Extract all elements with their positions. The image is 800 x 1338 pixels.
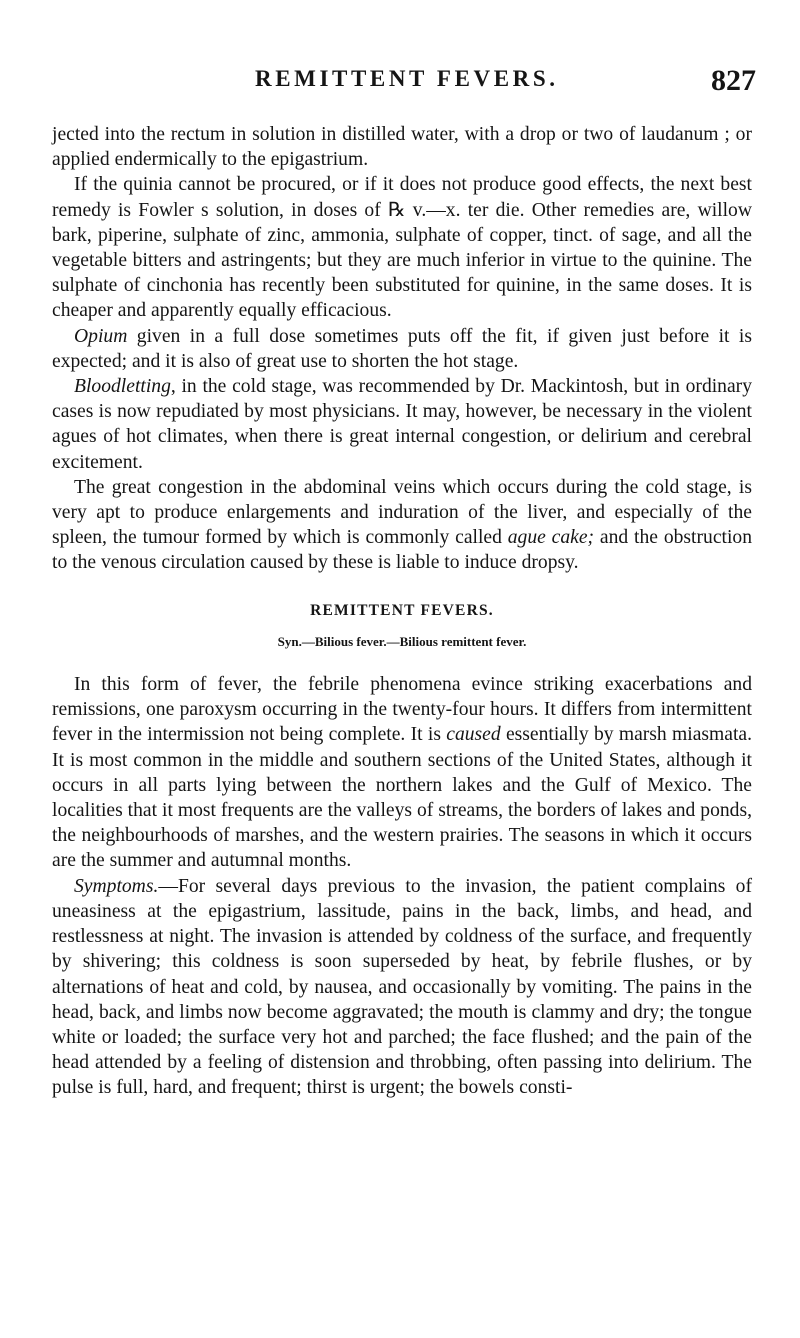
paragraph-bloodletting <box>52 374 752 475</box>
paragraph-fowler-solution: If the quinia cannot be procured, or if it does not produce good effects, the next best remedy is Fowler s solution, in doses of ℞ v.—x. ter die. Other remedies are, willow bark, piperine, sulphate of zinc, ammonia, sulphate of copper, tinct. of sage, and all the vegetable bitters and astringents; but they are much inferior in virtue to the quinine. The sulphate of cinchonia has recently been substituted for quinine, in the same doses. It is cheaper and apparently equally efficacious. <box>52 174 752 322</box>
body-text <box>52 122 752 1101</box>
paragraph-remittent-intro <box>52 672 752 874</box>
term-ague-cake: ague cake; <box>507 527 595 549</box>
term-caused: caused <box>446 724 501 746</box>
paragraph-symptoms <box>52 874 752 1101</box>
paragraph-opium-text: given in a full dose sometimes puts off the fit, if given just before it is expected; and it is also of great use to shorten the hot stage. <box>52 325 752 372</box>
term-opium: Opium <box>74 325 128 347</box>
paragraph-congestion-text-b: and the obstruction to the venous circulation caused by these is liable to induce dropsy. <box>52 527 752 574</box>
paragraph-congestion-text-a: The great congestion in the abdominal veins which occurs during the cold stage, is very apt to produce enlargements and induration of the liver, and especially of the spleen, the tumour formed by which is commonly called <box>52 476 752 549</box>
paragraph-opium <box>52 324 752 374</box>
page-header <box>0 66 800 100</box>
section-synonym: Syn.—Bilious fever.—Bilious remittent fever. <box>277 633 527 649</box>
paragraph-bloodletting-text: , in the cold stage, was recommended by Dr. Mackintosh, but in ordinary cases is now repudiated by most physicians. It may, however, be necessary in the violent agues of hot climates, when there is great internal congestion, or delirium and cerebral excitement. <box>52 376 752 473</box>
term-symptoms: Symptoms. <box>74 875 159 897</box>
paragraph-congestion <box>52 475 752 576</box>
page-number: 827 <box>711 64 756 97</box>
paragraph-remittent-text-b: essentially by marsh miasmata. It is most common in the middle and southern sections of the United States, although it occurs in all parts lying between the northern lakes and the Gulf of Mexico. The localities that it most frequents are the valleys of streams, the borders of lakes and ponds, the neighbourhoods of marshes, and the western prairies. The seasons in which it occurs are the summer and autumnal months. <box>52 724 753 872</box>
paragraph-continuation: jected into the rectum in solution in distilled water, with a drop or two of laudanum ; or applied endermically to the epigastrium. <box>52 124 752 171</box>
section-title: REMITTENT FEVERS. <box>310 601 494 619</box>
term-bloodletting: Bloodletting <box>74 376 171 398</box>
paragraph-symptoms-text: —For several days previous to the invasion, the patient complains of uneasiness at the epigastrium, lassitude, pains in the back, limbs, and head, and restlessness at night. The invasion is attended by coldness of the surface, and frequently by shivering; this coldness is soon superseded by heat, by febrile flushes, or by alternations of heat and cold, by nausea, and occasionally by vomiting. The pains in the head, back, and limbs now become aggravated; the mouth is clammy and dry; the tongue white or loaded; the surface very hot and parched; the face flushed; and the pain of the head attended by a feeling of distension and throbbing, often passing into delirium. The pulse is full, hard, and frequent; thirst is urgent; the bowels consti- <box>52 875 752 1099</box>
running-title: REMITTENT FEVERS. <box>255 66 559 91</box>
paragraph-remittent-text-a: In this form of fever, the febrile phenomena evince striking exacerbations and remissions, one paroxysm occurring in the twenty-four hours. It differs from intermittent fever in the intermission not being complete. It is <box>52 674 752 746</box>
